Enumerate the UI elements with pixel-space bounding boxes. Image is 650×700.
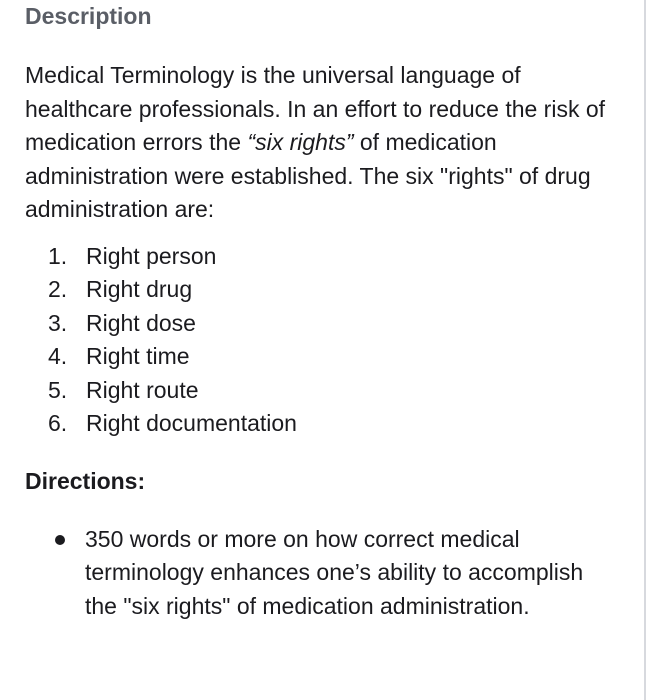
list-item-label: Right time (86, 343, 190, 369)
six-rights-list (25, 240, 625, 441)
description-panel (25, 0, 625, 623)
list-number: 6. (48, 410, 68, 436)
directions-heading: Directions: (25, 467, 146, 494)
six-rights-emphasis: “six rights” (247, 129, 354, 155)
directions-item-text: 350 words or more on how correct medical terminology enhances one’s ability to accomplish the "six rights" of medication administration. (85, 525, 584, 619)
list-number: 3. (48, 309, 68, 336)
list-item (48, 273, 625, 307)
list-number: 1. (48, 242, 68, 269)
description-text-end: of medication administration were established. The six "rights" of drug administration are: (25, 129, 591, 222)
list-item (48, 340, 625, 374)
list-item (48, 374, 625, 408)
list-item-label: Right dose (86, 309, 196, 336)
description-text-start: Medical Terminology is the universal language of healthcare professionals. In an effort to reduce the risk of medication errors the (25, 62, 606, 155)
description-paragraph (25, 59, 625, 227)
list-item (55, 523, 625, 624)
list-item (48, 240, 625, 274)
list-item-label: Right documentation (86, 410, 297, 436)
bullet-icon (55, 523, 85, 624)
list-number: 2. (48, 276, 68, 302)
list-number: 4. (48, 343, 68, 369)
list-item-label: Right person (86, 242, 217, 269)
directions-list (25, 523, 625, 624)
list-item (48, 307, 625, 341)
list-item-label: Right route (86, 376, 199, 403)
description-heading: Description (25, 3, 152, 29)
list-item (48, 407, 625, 441)
right-divider (644, 0, 646, 700)
list-item-label: Right drug (86, 276, 193, 302)
list-number: 5. (48, 376, 68, 403)
